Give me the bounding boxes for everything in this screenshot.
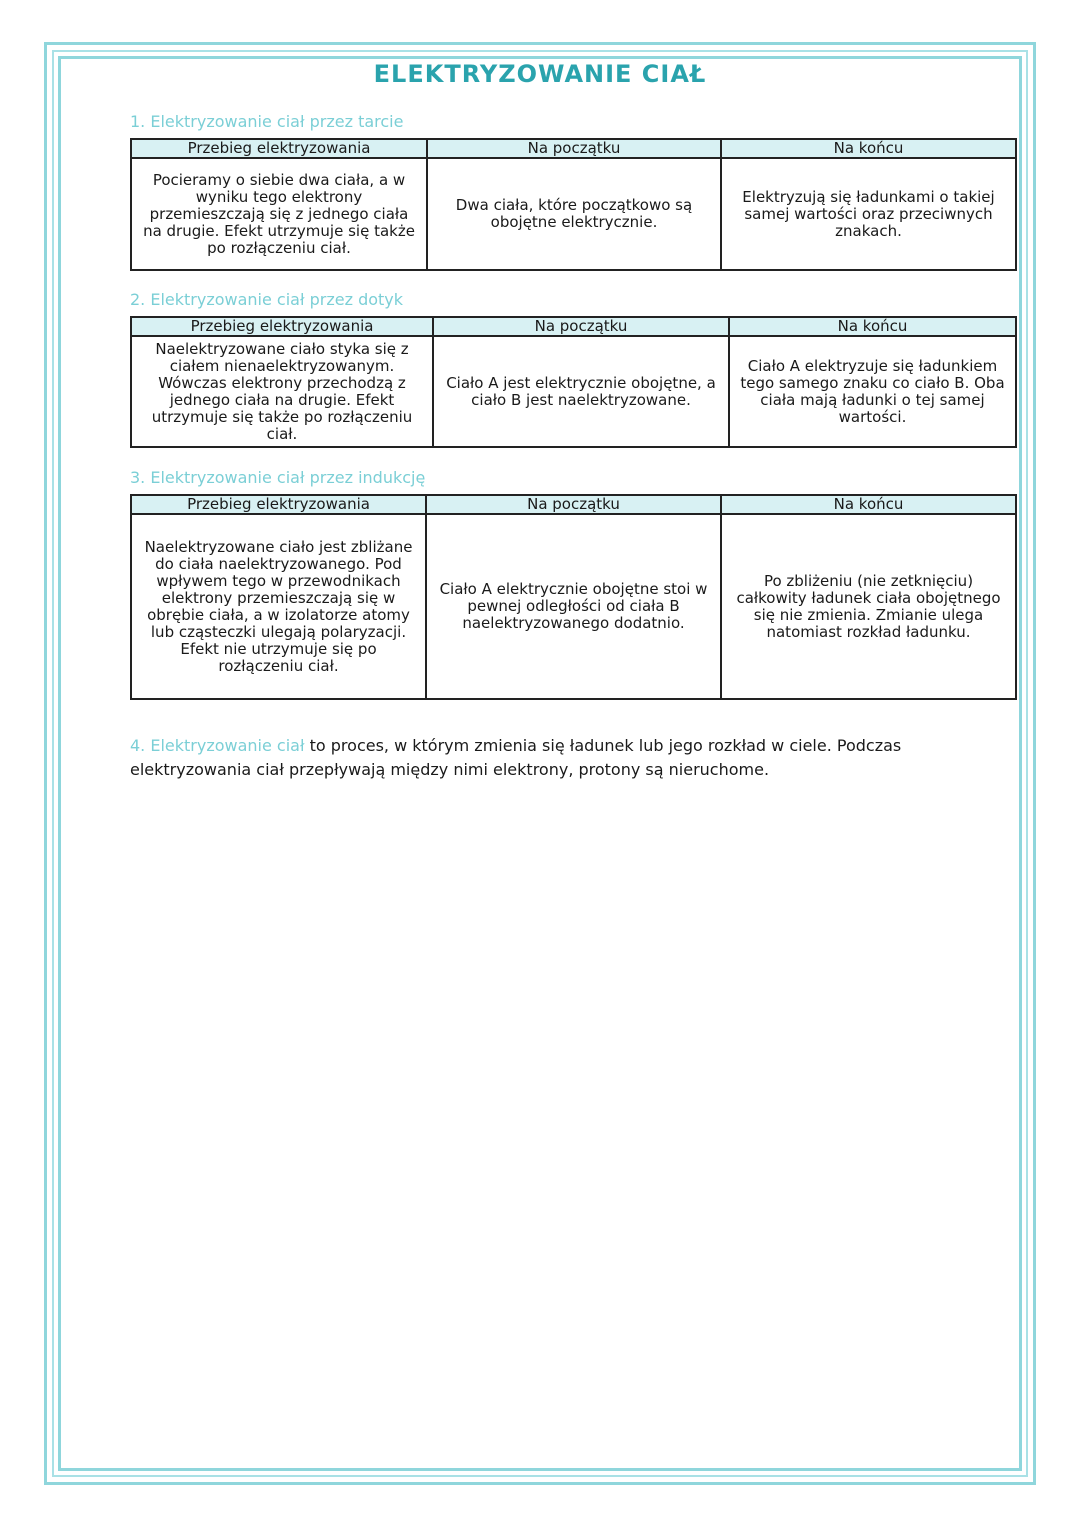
table-header-row [131,495,1016,514]
cell-end: Elektryzują się ładunkami o takiej samej wartości oraz przeciwnych znakach. [721,158,1016,270]
cell-start: Ciało A elektrycznie obojętne stoi w pewnej odległości od ciała B naelektryzowanego dodatnio. [426,514,721,699]
cell-start: Ciało A jest elektrycznie obojętne, a ciało B jest naelektryzowane. [433,336,729,447]
column-header-start: Na początku [426,495,721,514]
section-heading-induction: 3. Elektryzowanie ciał przez indukcję [130,468,426,487]
cell-process: Naelektryzowane ciało jest zbliżane do ciała naelektryzowanego. Pod wpływem tego w przewodnikach elektrony przemieszczają się w obrębie ciała, a w izolatorze atomy lub cząsteczki ulegają polaryzacji. Efekt nie utrzymuje się po rozłączeniu ciał. [131,514,426,699]
summary-text: to proces, w którym zmienia się ładunek lub jego rozkład w ciele. Podczas elektryzowania ciał przepływają między nimi elektrony, protony są nieruchome. [130,736,902,779]
table-header-row [131,317,1016,336]
column-header-end: Na końcu [721,495,1016,514]
cell-process: Pocieramy o siebie dwa ciała, a w wyniku tego elektrony przemieszczają się z jednego ciała na drugie. Efekt utrzymuje się także po rozłączeniu ciał. [131,158,427,270]
column-header-process: Przebieg elektryzowania [131,495,426,514]
cell-process: Naelektryzowane ciało styka się z ciałem nienaelektryzowanym. Wówczas elektrony przechodzą z jednego ciała na drugie. Efekt utrzymuje się także po rozłączeniu ciał. [131,336,433,447]
summary-paragraph [130,734,1010,782]
column-header-process: Przebieg elektryzowania [131,317,433,336]
column-header-end: Na końcu [729,317,1016,336]
cell-start: Dwa ciała, które początkowo są obojętne elektrycznie. [427,158,721,270]
table-induction [130,494,1017,700]
table-row [131,514,1016,699]
table-header-row [131,139,1016,158]
section-heading-friction: 1. Elektryzowanie ciał przez tarcie [130,112,404,131]
cell-end: Ciało A elektryzuje się ładunkiem tego samego znaku co ciało B. Oba ciała mają ładunki o tej samej wartości. [729,336,1016,447]
table-friction [130,138,1017,271]
cell-end: Po zbliżeniu (nie zetknięciu) całkowity ładunek ciała obojętnego się nie zmienia. Zmianie ulega natomiast rozkład ładunku. [721,514,1016,699]
section-heading-contact: 2. Elektryzowanie ciał przez dotyk [130,290,404,309]
table-row [131,336,1016,447]
column-header-start: Na początku [427,139,721,158]
table-contact [130,316,1017,448]
column-header-process: Przebieg elektryzowania [131,139,427,158]
column-header-end: Na końcu [721,139,1016,158]
page-title: ELEKTRYZOWANIE CIAŁ [373,60,707,88]
summary-lead: 4. Elektryzowanie ciał [130,736,305,755]
table-row [131,158,1016,270]
column-header-start: Na początku [433,317,729,336]
